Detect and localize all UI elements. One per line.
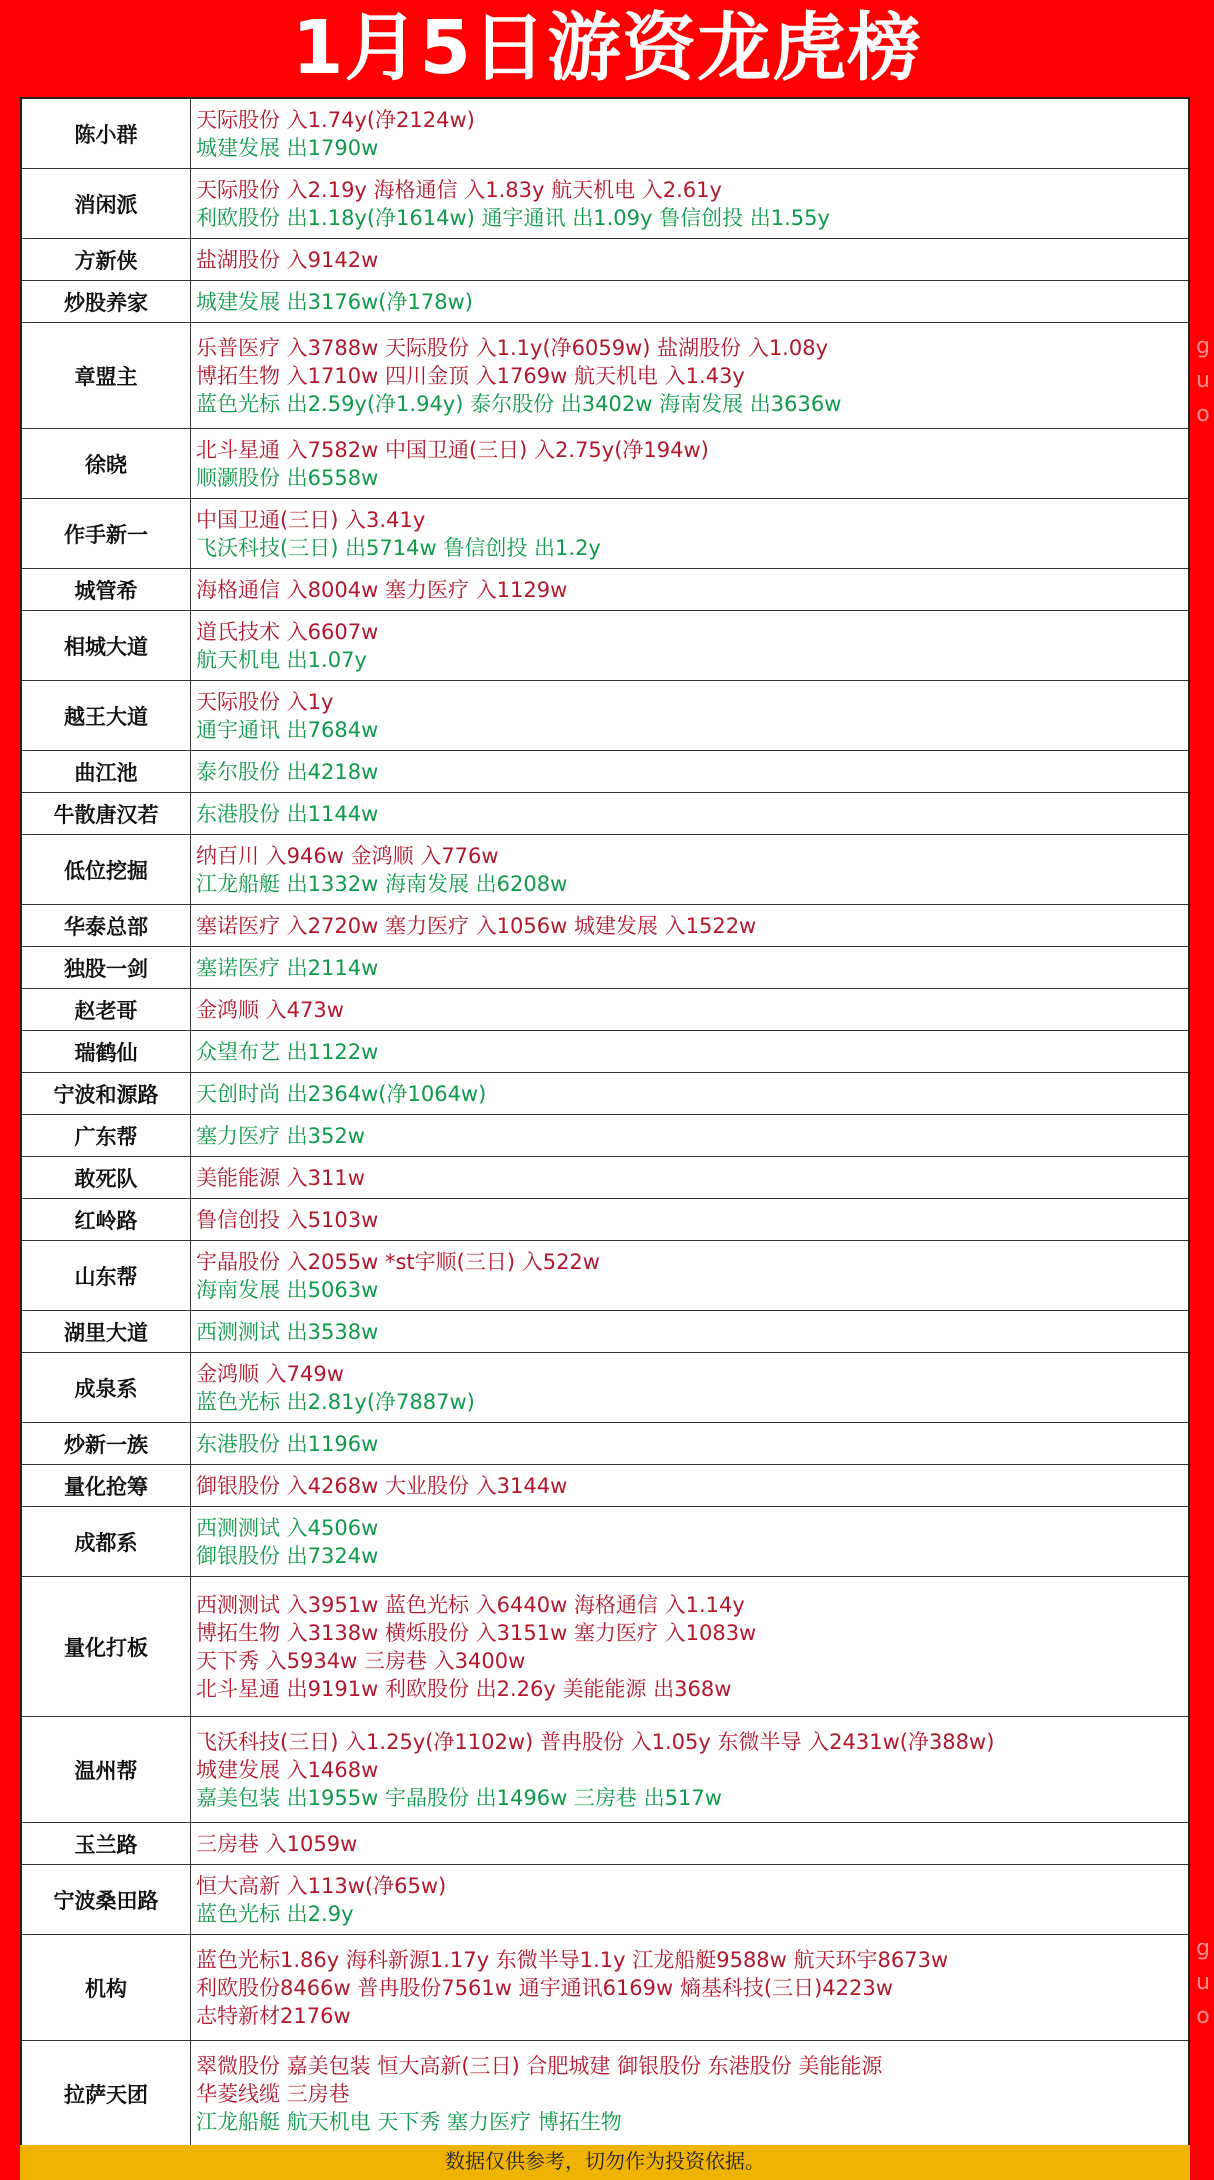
trader-row xyxy=(22,793,1188,835)
sell-trade-line: 顺灏股份 出6558w xyxy=(196,465,379,490)
disclaimer-footer: 数据仅供参考，切勿作为投资依据。 xyxy=(20,2145,1190,2180)
trade-details xyxy=(191,835,1188,904)
trader-name: 方新侠 xyxy=(22,239,191,280)
trader-row xyxy=(22,499,1188,569)
trade-details xyxy=(191,323,1188,428)
sell-trade-line: 天创时尚 出2364w(净1064w) xyxy=(196,1081,487,1106)
trader-name: 陈小群 xyxy=(22,99,191,168)
trade-details xyxy=(191,1423,1188,1464)
buy-trade-line: 恒大高新 入113w(净65w) xyxy=(196,1873,447,1898)
trader-row xyxy=(22,1717,1188,1823)
trade-details xyxy=(191,989,1188,1030)
sell-trade-line: 城建发展 出3176w(净178w) xyxy=(196,289,473,314)
trader-name: 宁波桑田路 xyxy=(22,1865,191,1934)
trade-details xyxy=(191,239,1188,280)
sell-trade-line: 通宇通讯 出7684w xyxy=(196,717,379,742)
trader-row xyxy=(22,1031,1188,1073)
sell-trade-line: 城建发展 出1790w xyxy=(196,135,379,160)
sell-trade-line: 泰尔股份 出4218w xyxy=(196,759,379,784)
trader-name: 赵老哥 xyxy=(22,989,191,1030)
buy-trade-line: 北斗星通 入7582w 中国卫通(三日) 入2.75y(净194w) xyxy=(196,437,709,462)
buy-trade-line: 志特新材2176w xyxy=(196,2003,351,2028)
sell-trade-line: 江龙船艇 航天机电 天下秀 塞力医疗 博拓生物 xyxy=(196,2109,622,2134)
trade-details xyxy=(191,1353,1188,1422)
trader-name: 曲江池 xyxy=(22,751,191,792)
trader-row xyxy=(22,1241,1188,1311)
trade-details xyxy=(191,99,1188,168)
trader-row xyxy=(22,611,1188,681)
trader-name: 拉萨天团 xyxy=(22,2041,191,2146)
trader-name: 机构 xyxy=(22,1935,191,2040)
dragon-tiger-board-table xyxy=(20,97,1190,2145)
buy-trade-line: 塞诺医疗 入2720w 塞力医疗 入1056w 城建发展 入1522w xyxy=(196,913,757,938)
trade-details xyxy=(191,905,1188,946)
trader-name: 量化抢筹 xyxy=(22,1465,191,1506)
trader-row xyxy=(22,1577,1188,1717)
sell-trade-line: 塞力医疗 出352w xyxy=(196,1123,365,1148)
trader-name: 徐晓 xyxy=(22,429,191,498)
buy-trade-line: 道氏技术 入6607w xyxy=(196,619,379,644)
sell-trade-line: 蓝色光标 出2.9y xyxy=(196,1901,354,1926)
buy-trade-line: 城建发展 入1468w xyxy=(196,1757,379,1782)
trade-details xyxy=(191,1311,1188,1352)
trader-name: 敢死队 xyxy=(22,1157,191,1198)
sell-trade-line: 东港股份 出1196w xyxy=(196,1431,379,1456)
trader-name: 低位挖掘 xyxy=(22,835,191,904)
trader-row xyxy=(22,1823,1188,1865)
trade-details xyxy=(191,1031,1188,1072)
trade-details xyxy=(191,611,1188,680)
watermark-letter: o xyxy=(1196,402,1210,427)
trader-row xyxy=(22,99,1188,169)
trader-name: 温州帮 xyxy=(22,1717,191,1822)
trader-name: 广东帮 xyxy=(22,1115,191,1156)
trader-row xyxy=(22,429,1188,499)
trade-details xyxy=(191,751,1188,792)
buy-trade-line: 翠微股份 嘉美包装 恒大高新(三日) 合肥城建 御银股份 东港股份 美能能源 xyxy=(196,2053,883,2078)
trader-row xyxy=(22,1465,1188,1507)
buy-trade-line: 盐湖股份 入9142w xyxy=(196,247,379,272)
trade-details xyxy=(191,1199,1188,1240)
trader-row xyxy=(22,239,1188,281)
trade-details xyxy=(191,499,1188,568)
trader-row xyxy=(22,1311,1188,1353)
trader-row xyxy=(22,1199,1188,1241)
buy-trade-line: 海格通信 入8004w 塞力医疗 入1129w xyxy=(196,577,568,602)
trade-details xyxy=(191,947,1188,988)
sell-trade-line: 利欧股份 出1.18y(净1614w) 通宇通讯 出1.09y 鲁信创投 出1.55y xyxy=(196,205,830,230)
sell-trade-line: 航天机电 出1.07y xyxy=(196,647,367,672)
trader-row xyxy=(22,751,1188,793)
sell-trade-line: 众望布艺 出1122w xyxy=(196,1039,379,1064)
trader-name: 湖里大道 xyxy=(22,1311,191,1352)
sell-trade-line: 东港股份 出1144w xyxy=(196,801,379,826)
trader-name: 独股一剑 xyxy=(22,947,191,988)
sell-trade-line: 蓝色光标 出2.81y(净7887w) xyxy=(196,1389,475,1414)
trader-row xyxy=(22,989,1188,1031)
page-title: 1月5日游资龙虎榜 xyxy=(292,5,922,91)
side-watermark-bottom xyxy=(1194,1932,1212,2034)
trade-details xyxy=(191,169,1188,238)
buy-trade-line: 北斗星通 出9191w 利欧股份 出2.26y 美能能源 出368w xyxy=(196,1676,732,1701)
buy-trade-line: 美能能源 入311w xyxy=(196,1165,365,1190)
trader-row xyxy=(22,569,1188,611)
trader-row xyxy=(22,1423,1188,1465)
trader-row xyxy=(22,1353,1188,1423)
trader-name: 红岭路 xyxy=(22,1199,191,1240)
trader-row xyxy=(22,1935,1188,2041)
trade-details xyxy=(191,1865,1188,1934)
trader-name: 越王大道 xyxy=(22,681,191,750)
buy-trade-line: 金鸿顺 入749w xyxy=(196,1361,344,1386)
watermark-letter: u xyxy=(1196,368,1210,393)
trader-row xyxy=(22,1073,1188,1115)
trader-name: 瑞鹤仙 xyxy=(22,1031,191,1072)
trade-details xyxy=(191,281,1188,322)
buy-trade-line: 利欧股份8466w 普冉股份7561w 通宇通讯6169w 熵基科技(三日)4223w xyxy=(196,1975,893,2000)
trader-name: 消闲派 xyxy=(22,169,191,238)
buy-trade-line: 鲁信创投 入5103w xyxy=(196,1207,379,1232)
trader-name: 山东帮 xyxy=(22,1241,191,1310)
trader-name: 作手新一 xyxy=(22,499,191,568)
buy-trade-line: 纳百川 入946w 金鸿顺 入776w xyxy=(196,843,499,868)
trader-name: 相城大道 xyxy=(22,611,191,680)
sell-trade-line: 海南发展 出5063w xyxy=(196,1277,379,1302)
sell-trade-line: 西测测试 入4506w xyxy=(196,1515,379,1540)
buy-trade-line: 蓝色光标1.86y 海科新源1.17y 东微半导1.1y 江龙船艇9588w 航天环宇8673w xyxy=(196,1947,949,1972)
watermark-letter: g xyxy=(1196,1936,1210,1961)
buy-trade-line: 博拓生物 入3138w 横烁股份 入3151w 塞力医疗 入1083w xyxy=(196,1620,757,1645)
trader-name: 成泉系 xyxy=(22,1353,191,1422)
trade-details xyxy=(191,1577,1188,1716)
trader-name: 炒股养家 xyxy=(22,281,191,322)
buy-trade-line: 天际股份 入1.74y(净2124w) xyxy=(196,107,475,132)
trade-details xyxy=(191,429,1188,498)
buy-trade-line: 华菱线缆 三房巷 xyxy=(196,2081,350,2106)
trader-name: 炒新一族 xyxy=(22,1423,191,1464)
buy-trade-line: 御银股份 入4268w 大业股份 入3144w xyxy=(196,1473,568,1498)
trade-details xyxy=(191,1507,1188,1576)
trader-name: 城管希 xyxy=(22,569,191,610)
sell-trade-line: 嘉美包装 出1955w 宇晶股份 出1496w 三房巷 出517w xyxy=(196,1785,722,1810)
sell-trade-line: 御银股份 出7324w xyxy=(196,1543,379,1568)
buy-trade-line: 博拓生物 入1710w 四川金顶 入1769w 航天机电 入1.43y xyxy=(196,363,745,388)
buy-trade-line: 三房巷 入1059w xyxy=(196,1831,358,1856)
buy-trade-line: 宇晶股份 入2055w *st宇顺(三日) 入522w xyxy=(196,1249,600,1274)
sell-trade-line: 江龙船艇 出1332w 海南发展 出6208w xyxy=(196,871,568,896)
trade-details xyxy=(191,1823,1188,1864)
trade-details xyxy=(191,1465,1188,1506)
trader-row xyxy=(22,835,1188,905)
trader-name: 宁波和源路 xyxy=(22,1073,191,1114)
trader-row xyxy=(22,2041,1188,2147)
trader-row xyxy=(22,169,1188,239)
buy-trade-line: 天际股份 入2.19y 海格通信 入1.83y 航天机电 入2.61y xyxy=(196,177,722,202)
trader-row xyxy=(22,681,1188,751)
trader-row xyxy=(22,1865,1188,1935)
buy-trade-line: 乐普医疗 入3788w 天际股份 入1.1y(净6059w) 盐湖股份 入1.08y xyxy=(196,335,829,360)
trader-name: 成都系 xyxy=(22,1507,191,1576)
trader-row xyxy=(22,947,1188,989)
side-watermark-top xyxy=(1194,330,1212,432)
trade-details xyxy=(191,793,1188,834)
sell-trade-line: 飞沃科技(三日) 出5714w 鲁信创投 出1.2y xyxy=(196,535,601,560)
trader-name: 量化打板 xyxy=(22,1577,191,1716)
sell-trade-line: 西测测试 出3538w xyxy=(196,1319,379,1344)
trade-details xyxy=(191,2041,1188,2146)
buy-trade-line: 金鸿顺 入473w xyxy=(196,997,344,1022)
buy-trade-line: 西测测试 入3951w 蓝色光标 入6440w 海格通信 入1.14y xyxy=(196,1592,745,1617)
watermark-letter: u xyxy=(1196,1970,1210,1995)
trade-details xyxy=(191,569,1188,610)
watermark-letter: o xyxy=(1196,2004,1210,2029)
trader-name: 华泰总部 xyxy=(22,905,191,946)
trade-details xyxy=(191,1115,1188,1156)
trader-row xyxy=(22,281,1188,323)
trade-details xyxy=(191,1241,1188,1310)
trader-row xyxy=(22,323,1188,429)
buy-trade-line: 飞沃科技(三日) 入1.25y(净1102w) 普冉股份 入1.05y 东微半导 入2431w(净388w) xyxy=(196,1729,995,1754)
trader-row xyxy=(22,1507,1188,1577)
buy-trade-line: 天际股份 入1y xyxy=(196,689,334,714)
trade-details xyxy=(191,1073,1188,1114)
trade-details xyxy=(191,1717,1188,1822)
sell-trade-line: 塞诺医疗 出2114w xyxy=(196,955,379,980)
trader-name: 玉兰路 xyxy=(22,1823,191,1864)
trader-name: 章盟主 xyxy=(22,323,191,428)
buy-trade-line: 中国卫通(三日) 入3.41y xyxy=(196,507,426,532)
watermark-letter: g xyxy=(1196,334,1210,359)
trade-details xyxy=(191,1157,1188,1198)
trade-details xyxy=(191,1935,1188,2040)
trader-row xyxy=(22,905,1188,947)
sell-trade-line: 蓝色光标 出2.59y(净1.94y) 泰尔股份 出3402w 海南发展 出3636w xyxy=(196,391,842,416)
trader-row xyxy=(22,1157,1188,1199)
trade-details xyxy=(191,681,1188,750)
buy-trade-line: 天下秀 入5934w 三房巷 入3400w xyxy=(196,1648,526,1673)
trader-row xyxy=(22,1115,1188,1157)
trader-name: 牛散唐汉若 xyxy=(22,793,191,834)
